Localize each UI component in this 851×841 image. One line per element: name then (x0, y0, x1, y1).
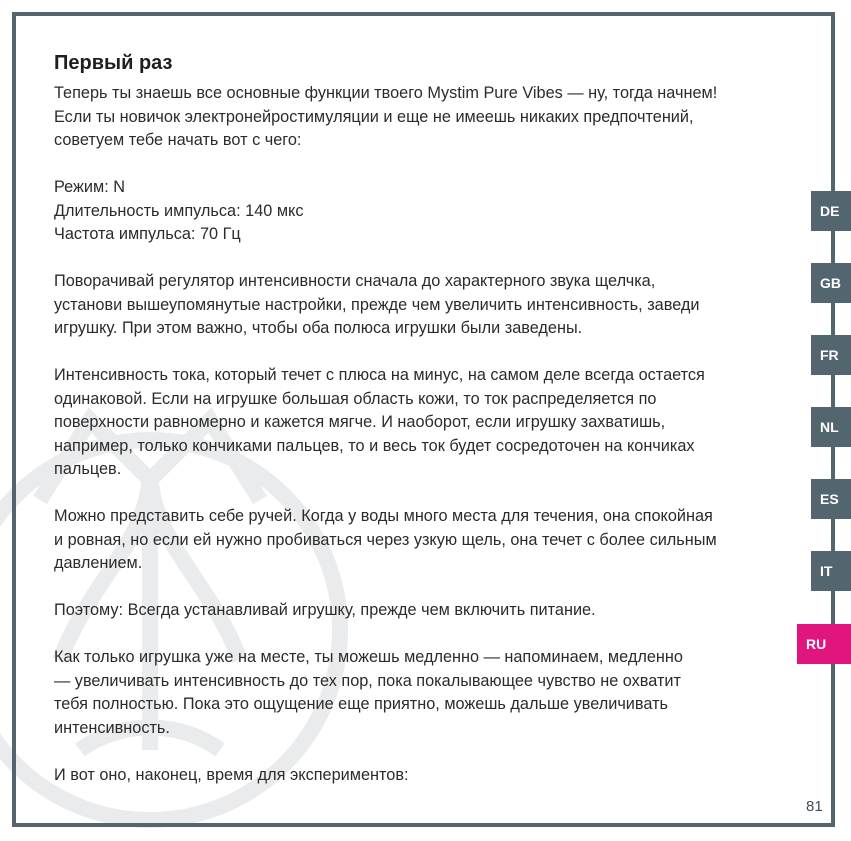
paragraph (54, 176, 799, 247)
text-line: И вот оно, наконец, время для экспериментов: (54, 765, 409, 784)
text-line: Поэтому: Всегда устанавливай игрушку, прежде чем включить питание. (54, 601, 596, 619)
text-line: Если ты новичок электронейростимуляции и еще не имеешь никаких предпочтений, (54, 107, 694, 126)
paragraph (54, 270, 799, 341)
text-line: установи вышеупомянутые настройки, прежде чем увеличить интенсивность, заведи (54, 295, 700, 314)
text-line: и ровная, но если ей нужно пробиваться через узкую щель, она течет с более сильным (54, 530, 717, 549)
text-line: пальцев. (54, 460, 122, 478)
paragraph (54, 764, 799, 788)
text-line: например, только кончиками пальцев, то и весь ток будет сосредоточен на кончиках (54, 436, 695, 455)
text-line: Можно представить себе ручей. Когда у воды много места для течения, она спокойная (54, 507, 713, 525)
paragraph (54, 505, 799, 576)
paragraph (54, 82, 799, 153)
text-line: Длительность импульса: 140 мкс (54, 201, 304, 220)
text-line: Интенсивность тока, который течет с плюса на минус, на самом деле всегда остается (54, 366, 705, 384)
paragraph-list (54, 82, 799, 787)
paragraph (54, 646, 799, 740)
text-line: — увеличивать интенсивность до тех пор, пока покалывающее чувство не охватит (54, 671, 681, 690)
text-line: Режим: N (54, 178, 125, 196)
text-line: одинаковой. Если на игрушке большая область кожи, то ток распределяется по (54, 389, 657, 408)
language-tab-gb[interactable]: GB (811, 263, 851, 303)
page-number: 81 (806, 798, 823, 815)
text-line: интенсивность. (54, 718, 170, 737)
text-line: Как только игрушка уже на месте, ты можешь медленно — напоминаем, медленно (54, 648, 683, 666)
language-tab-nl[interactable]: NL (811, 407, 851, 447)
main-content (54, 50, 799, 811)
language-tab-ru[interactable]: RU (797, 624, 851, 664)
language-tab-de[interactable]: DE (811, 191, 851, 231)
text-line: Поворачивай регулятор интенсивности сначала до характерного звука щелчка, (54, 272, 656, 290)
paragraph (54, 599, 799, 623)
text-line: игрушку. При этом важно, чтобы оба полюса игрушки были заведены. (54, 319, 583, 337)
text-line: Теперь ты знаешь все основные функции твоего Mystim Pure Vibes — ну, тогда начнем! (54, 84, 718, 102)
text-line: тебя полностью. Пока это ощущение еще приятно, можешь дальше увеличивать (54, 695, 669, 713)
paragraph (54, 364, 799, 482)
text-line: советуем тебе начать вот с чего: (54, 131, 302, 149)
language-tab-it[interactable]: IT (811, 551, 851, 591)
text-line: Частота импульса: 70 Гц (54, 225, 241, 243)
language-tab-es[interactable]: ES (811, 479, 851, 519)
text-line: поверхности равномерно и кажется мягче. И наоборот, если игрушку захватишь, (54, 413, 666, 431)
page-title: Первый раз (54, 52, 173, 74)
text-line: давлением. (54, 554, 143, 572)
language-tab-fr[interactable]: FR (811, 335, 851, 375)
